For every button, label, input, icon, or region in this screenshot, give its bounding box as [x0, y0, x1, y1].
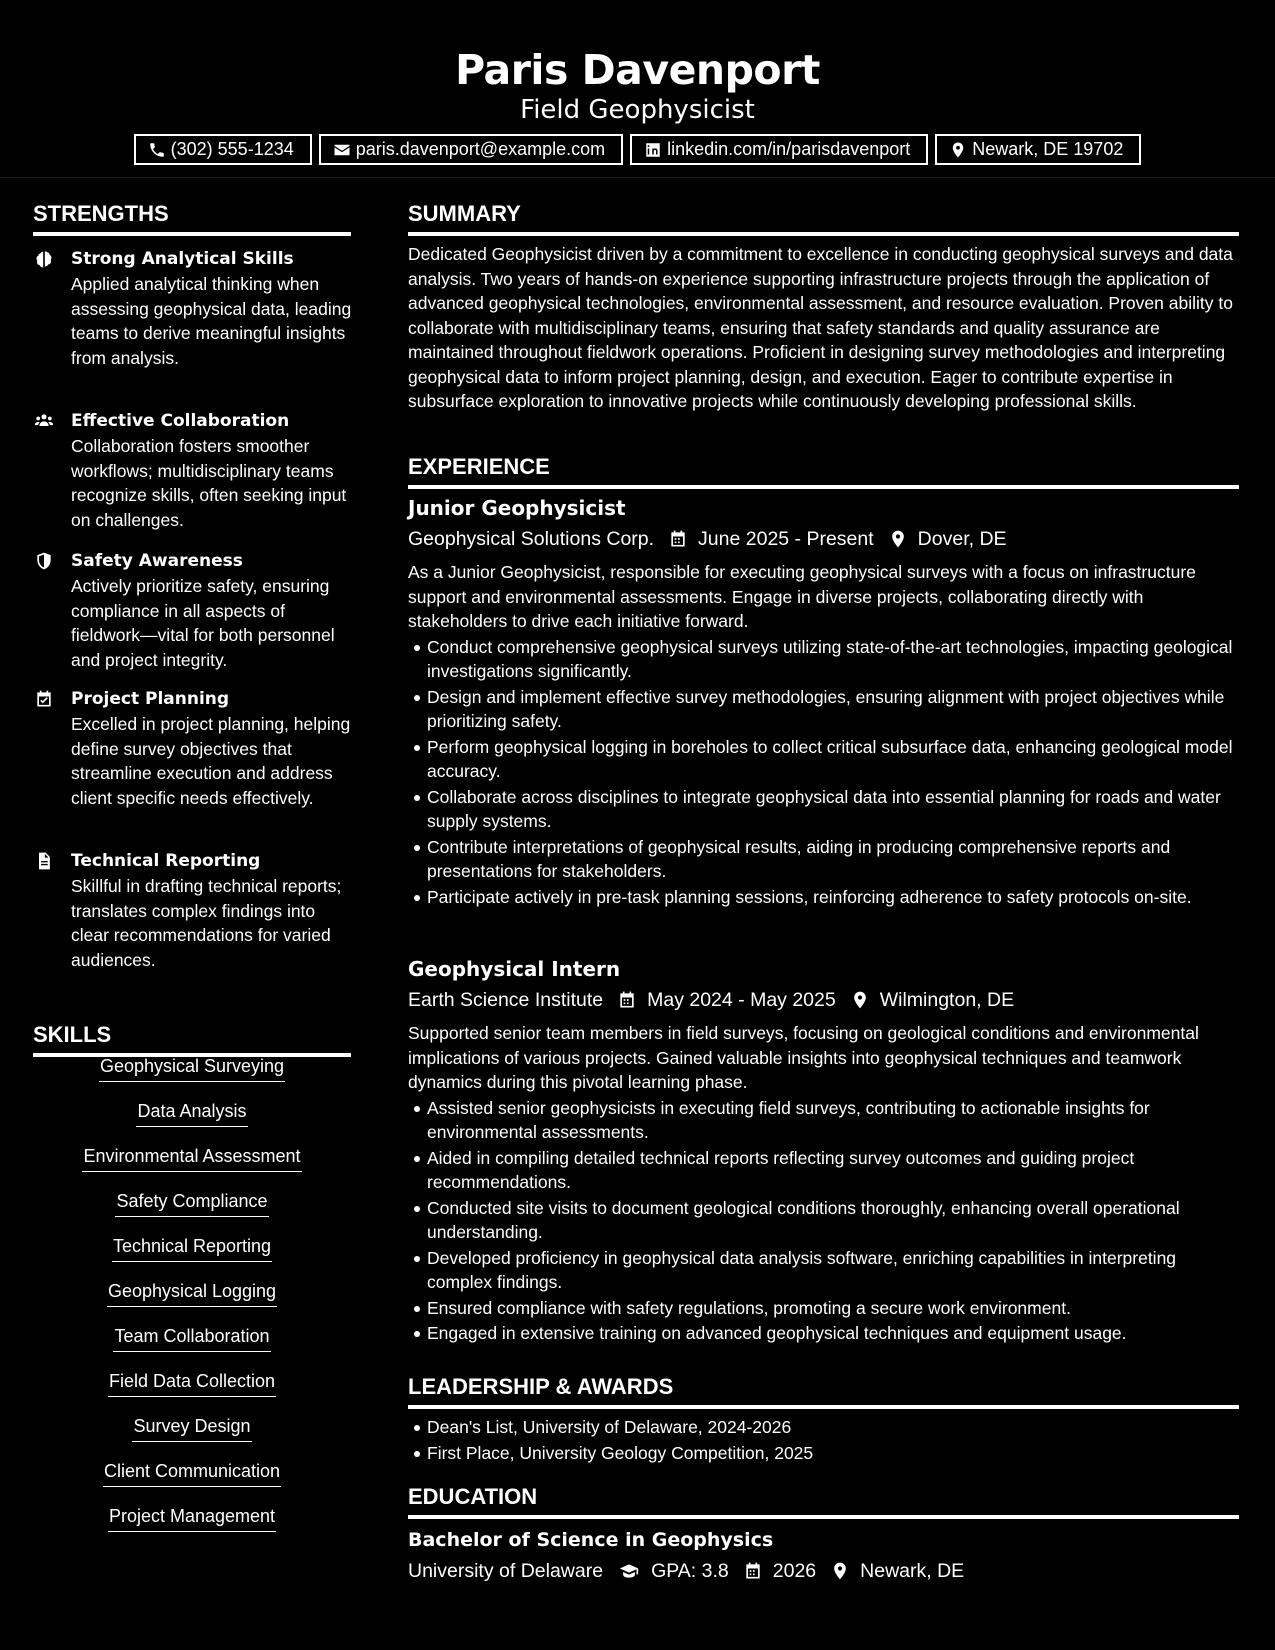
skill-item: Environmental Assessment — [33, 1144, 351, 1189]
degree-title: Bachelor of Science in Geophysics — [408, 1529, 774, 1551]
list-item: Conduct comprehensive geophysical surveys utilizing state-of-the-art technologies, impacting geological investigations significantly. — [408, 635, 1239, 684]
job-title: Geophysical Intern — [408, 957, 621, 981]
job-company: Earth Science Institute — [408, 989, 604, 1011]
skill-item: Geophysical Logging — [33, 1279, 351, 1324]
list-item: Engaged in extensive training on advanced geophysical techniques and equipment usage. — [408, 1321, 1239, 1346]
job-meta — [408, 524, 1239, 554]
skill-item: Technical Reporting — [33, 1234, 351, 1279]
skill-item: Survey Design — [33, 1414, 351, 1459]
leadership-heading: LEADERSHIP & AWARDS — [408, 1373, 1239, 1409]
brain-icon — [33, 249, 55, 269]
resume-header — [0, 0, 1275, 178]
list-item: Dean's List, University of Delaware, 2024-2026 — [408, 1415, 1239, 1440]
skill-item: Field Data Collection — [33, 1369, 351, 1414]
contact-phone-text: (302) 555-1234 — [170, 139, 294, 159]
calendar-icon — [743, 1561, 763, 1581]
job-entry — [408, 494, 1239, 910]
job-description: As a Junior Geophysicist, responsible for executing geophysical surveys with a focus on infrastructure support and environmental assessments. Engage in diverse projects, collaborating directly with stakeholders to drive each initiative forward. — [408, 562, 1196, 631]
job-bullets — [408, 635, 1239, 910]
phone-icon — [148, 141, 166, 159]
contact-email[interactable] — [319, 134, 623, 165]
contact-phone — [134, 134, 312, 165]
strength-title: Strong Analytical Skills — [71, 249, 294, 269]
education-location: Newark, DE — [860, 1560, 965, 1582]
school-name: University of Delaware — [408, 1560, 604, 1582]
skills-heading: SKILLS — [33, 1021, 351, 1057]
strength-desc: Skillful in drafting technical reports; translates complex findings into clear recommendations for varied audiences. — [71, 876, 342, 970]
skill-item: Safety Compliance — [33, 1189, 351, 1234]
contact-location-text: Newark, DE 19702 — [972, 139, 1124, 159]
contact-linkedin-text: linkedin.com/in/parisdavenport — [667, 139, 911, 159]
calendar-check-icon — [33, 689, 55, 709]
list-item: Design and implement effective survey methodologies, ensuring alignment with project objectives while prioritizing safety. — [408, 685, 1239, 734]
summary-text: Dedicated Geophysicist driven by a commitment to excellence in conducting geophysical surveys and data analysis. Two years of hands-on experience supporting infrastructure projects through the application of advanced geophysical technologies, environmental assessment, and resource evaluation. Proven ability to collaborate with multidisciplinary teams, ensuring that safety standards and quality assurance are maintained throughout fieldwork operations. Proficient in designing survey methodologies and interpreting geophysical data to inform project planning, design, and execution. Eager to contribute expertise in subsurface exploration to innovative projects while continuously developing professional skills. — [408, 244, 1233, 411]
strength-title: Safety Awareness — [71, 551, 243, 571]
strength-item — [33, 849, 353, 972]
job-dates: June 2025 - Present — [698, 528, 874, 550]
strength-title: Technical Reporting — [71, 851, 261, 871]
strength-desc: Collaboration fosters smoother workflows; multidisciplinary teams recognize skills, often seeking input on challenges. — [71, 436, 347, 530]
list-item: Perform geophysical logging in boreholes to collect critical subsurface data, enhancing geological model accuracy. — [408, 735, 1239, 784]
map-pin-icon — [850, 990, 870, 1010]
strength-item — [33, 409, 353, 532]
job-meta — [408, 985, 1239, 1015]
job-description: Supported senior team members in field surveys, focusing on geological conditions and environmental implications of various projects. Gained valuable insights into geophysical techniques and teamwork dynamics during this pivotal learning phase. — [408, 1023, 1199, 1092]
job-company: Geophysical Solutions Corp. — [408, 528, 655, 550]
map-pin-icon — [949, 141, 967, 159]
list-item: Contribute interpretations of geophysical results, aiding in producing comprehensive reports and presentations for stakeholders. — [408, 835, 1239, 884]
skills-list — [33, 1054, 351, 1549]
candidate-name: Paris Davenport — [455, 46, 820, 94]
map-pin-icon — [888, 529, 908, 549]
summary-heading: SUMMARY — [408, 200, 1239, 236]
strength-item — [33, 247, 353, 370]
strengths-heading: STRENGTHS — [33, 200, 351, 236]
job-location: Dover, DE — [917, 528, 1007, 550]
shield-icon — [33, 551, 55, 571]
calendar-icon — [617, 990, 637, 1010]
contact-bar — [0, 134, 1275, 165]
leadership-section — [408, 1415, 1239, 1466]
list-item: Aided in compiling detailed technical reports reflecting survey outcomes and guiding project recommendations. — [408, 1146, 1239, 1195]
linkedin-icon — [644, 141, 662, 159]
list-item: Participate actively in pre-task planning sessions, reinforcing adherence to safety protocols on-site. — [408, 885, 1239, 910]
job-dates: May 2024 - May 2025 — [647, 989, 836, 1011]
job-entry — [408, 955, 1239, 1347]
contact-location — [935, 134, 1141, 165]
strength-item — [33, 549, 353, 672]
candidate-title: Field Geophysicist — [520, 95, 755, 125]
experience-heading: EXPERIENCE — [408, 453, 1239, 489]
document-icon — [33, 851, 55, 871]
contact-email-text: paris.davenport@example.com — [355, 139, 606, 159]
job-bullets — [408, 1096, 1239, 1346]
envelope-icon — [333, 141, 351, 159]
skill-item: Geophysical Surveying — [33, 1054, 351, 1099]
skill-item: Data Analysis — [33, 1099, 351, 1144]
skill-item: Project Management — [33, 1504, 351, 1549]
strength-desc: Excelled in project planning, helping define survey objectives that streamline execution and address client specific needs effectively. — [71, 714, 351, 808]
skill-item: Team Collaboration — [33, 1324, 351, 1369]
list-item: Conducted site visits to document geological conditions thoroughly, enhancing overall operational understanding. — [408, 1196, 1239, 1245]
strength-title: Project Planning — [71, 689, 230, 709]
list-item: Assisted senior geophysicists in executing field surveys, contributing to actionable insights for environmental assessments. — [408, 1096, 1239, 1145]
list-item: First Place, University Geology Competition, 2025 — [408, 1441, 1239, 1466]
users-icon — [33, 411, 55, 431]
calendar-icon — [668, 529, 688, 549]
strength-desc: Applied analytical thinking when assessing geophysical data, leading teams to derive meaningful insights from analysis. — [71, 274, 352, 368]
job-title: Junior Geophysicist — [408, 496, 626, 520]
map-pin-icon — [830, 1561, 850, 1581]
education-section — [408, 1526, 1239, 1586]
graduation-year: 2026 — [772, 1560, 817, 1582]
list-item: Collaborate across disciplines to integrate geophysical data into essential planning for roads and water supply systems. — [408, 785, 1239, 834]
education-heading: EDUCATION — [408, 1483, 1239, 1519]
graduation-cap-icon — [617, 1561, 641, 1581]
list-item: Developed proficiency in geophysical data analysis software, enriching capabilities in interpreting complex findings. — [408, 1246, 1239, 1295]
leadership-list — [408, 1415, 1239, 1465]
gpa: GPA: 3.8 — [651, 1560, 729, 1582]
education-meta — [408, 1556, 1239, 1586]
strength-desc: Actively prioritize safety, ensuring compliance in all aspects of fieldwork—vital for both personnel and project integrity. — [71, 576, 335, 670]
strength-item — [33, 687, 353, 810]
skill-item: Client Communication — [33, 1459, 351, 1504]
contact-linkedin[interactable] — [630, 134, 928, 165]
list-item: Ensured compliance with safety regulations, promoting a secure work environment. — [408, 1296, 1239, 1321]
job-location: Wilmington, DE — [879, 989, 1015, 1011]
strength-title: Effective Collaboration — [71, 411, 290, 431]
